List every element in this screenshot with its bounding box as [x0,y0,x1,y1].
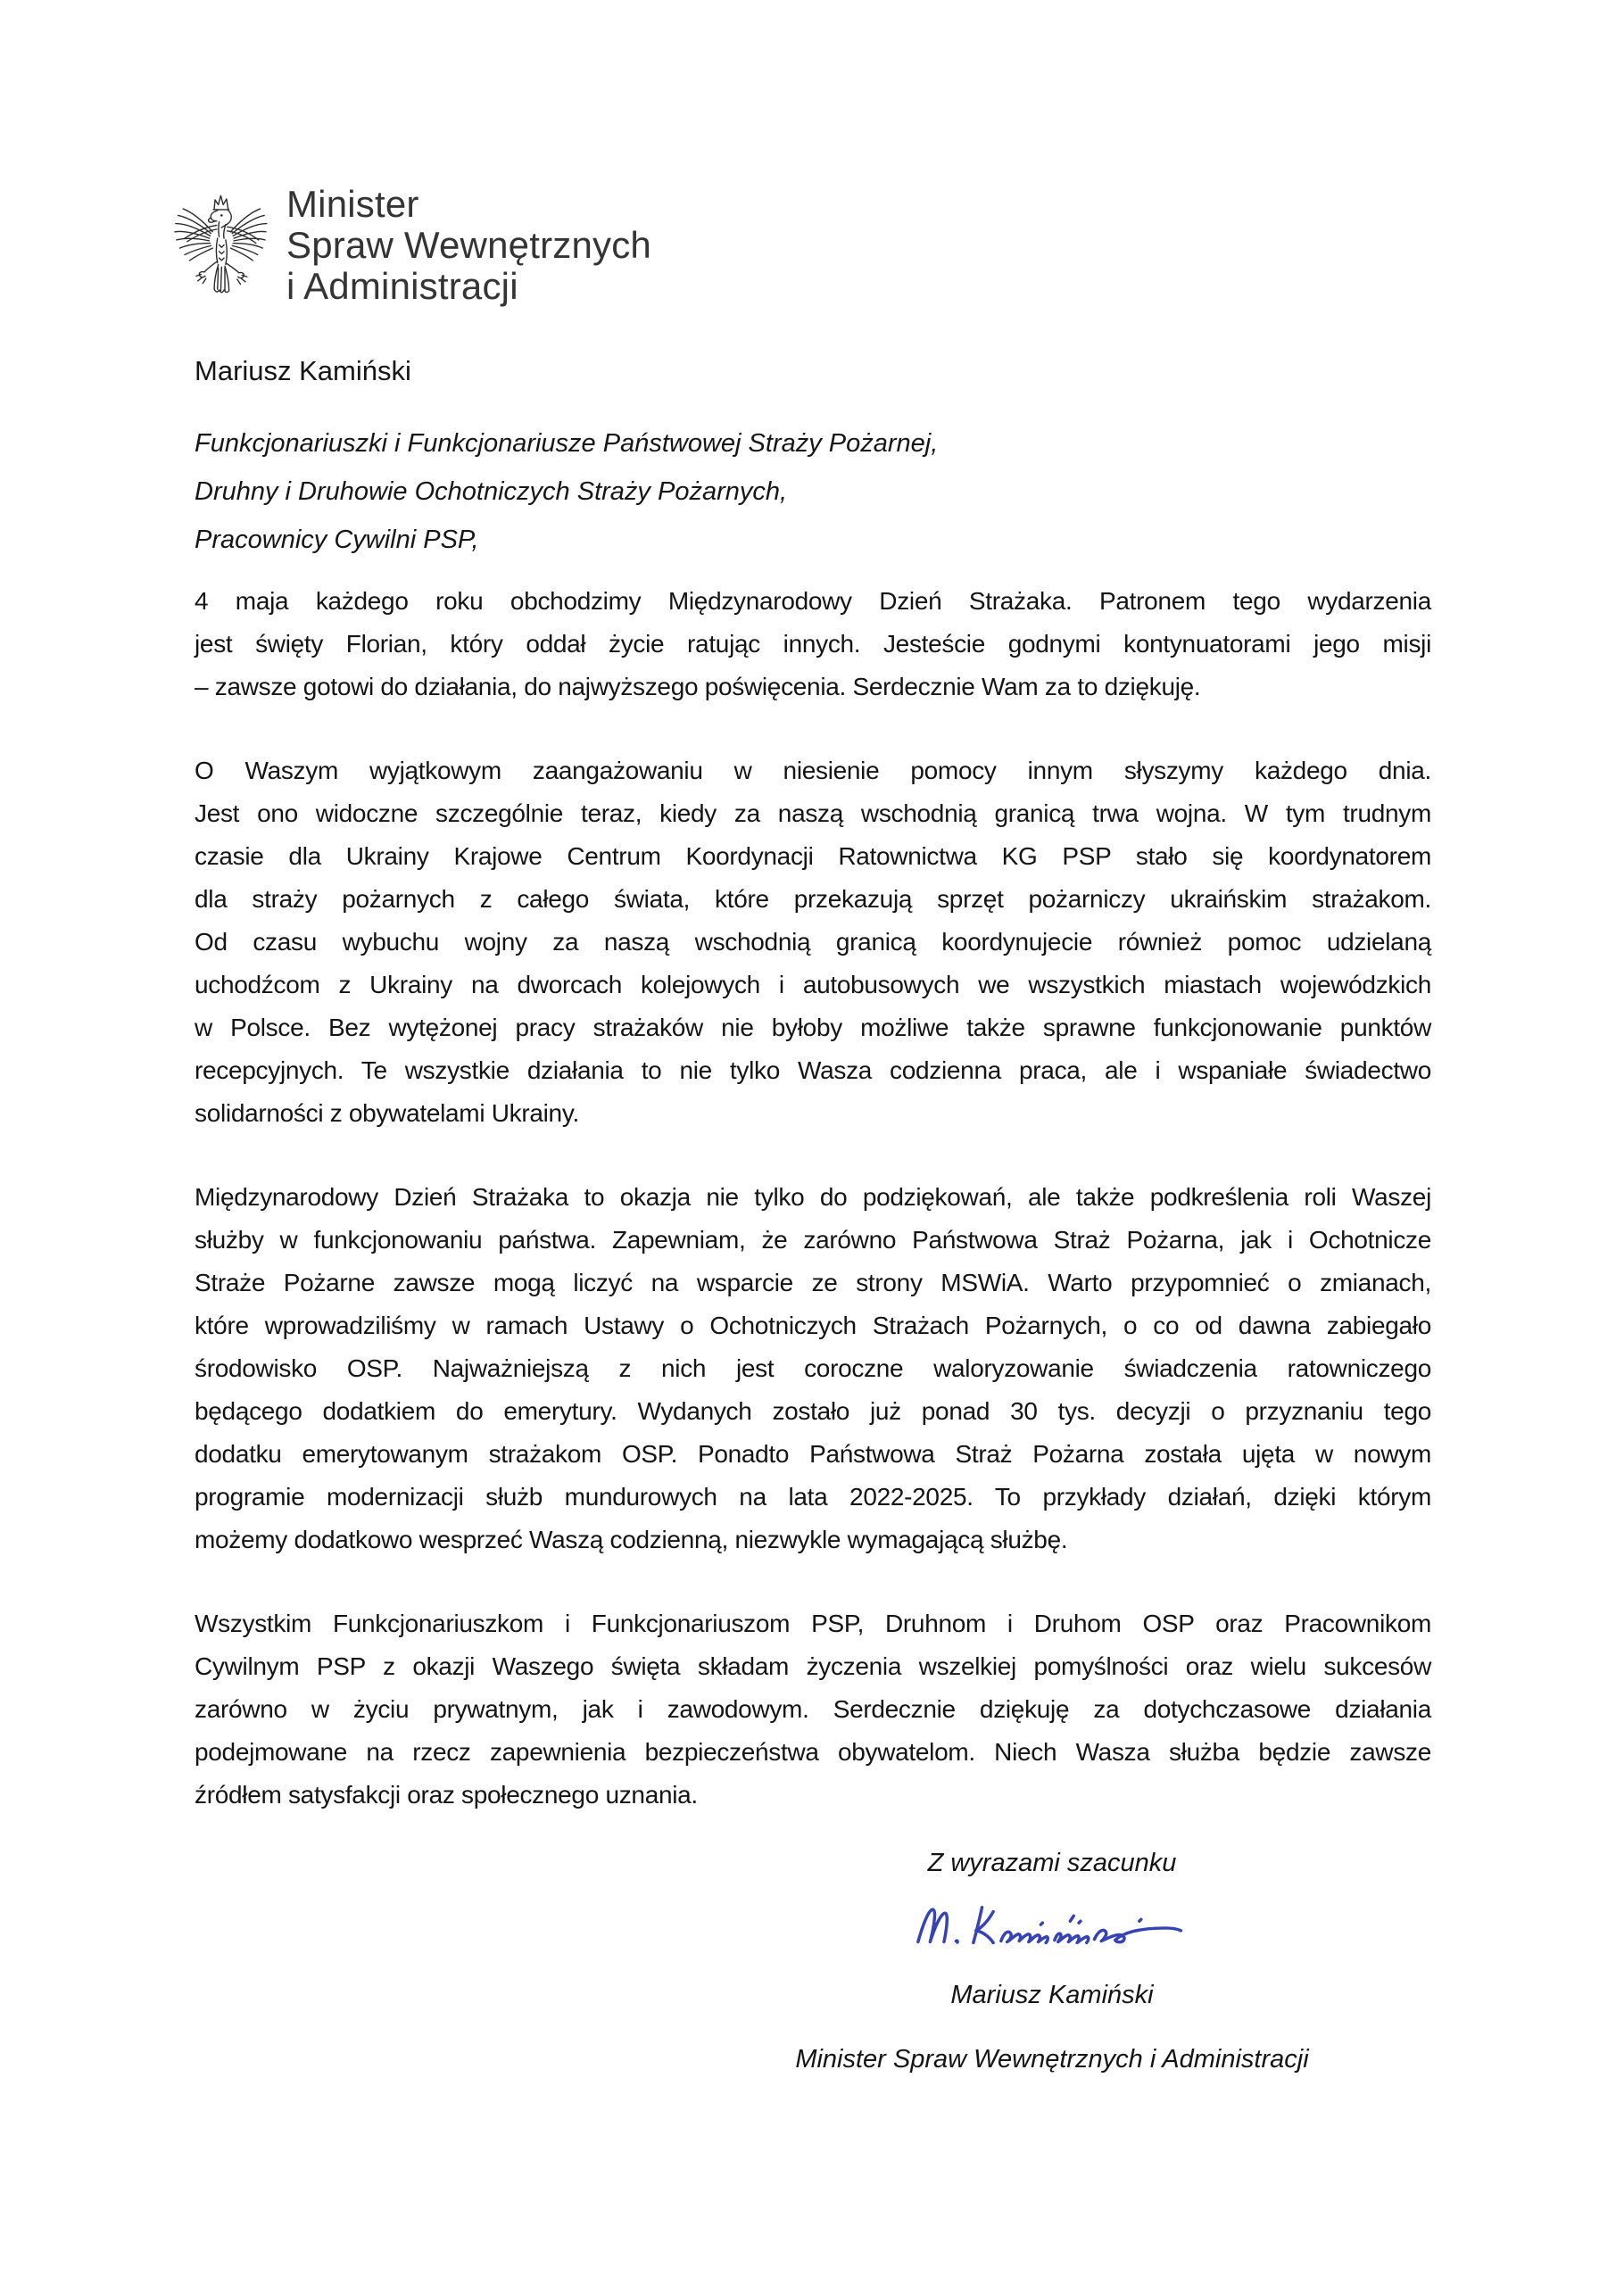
paragraph-line: dodatku emerytowanym strażakom OSP. Ponadto Państwowa Straż Pożarna została ujęta w nowym [195,1440,1431,1468]
paragraph-line: czasie dla Ukrainy Krajowe Centrum Koordynacji Ratownictwa KG PSP stało się koordynatorem [195,842,1431,870]
salutation-line: Pracownicy Cywilni PSP, [195,526,479,554]
signer-title: Minister Spraw Wewnętrznych i Administracji [795,2045,1309,2074]
signer-name: Mariusz Kamiński [950,1981,1154,2009]
paragraph-line: zarówno w życiu prywatnym, jak i zawodowym. Serdecznie dziękuję za dotychczasowe działania [195,1695,1431,1723]
paragraph-line: możemy dodatkowo wesprzeć Waszą codzienną, niezwykle wymagającą służbę. [195,1526,1068,1553]
paragraph-line: O Waszym wyjątkowym zaangażowaniu w niesienie pomocy innym słyszymy każdego dnia. [195,757,1431,784]
sender-name: Mariusz Kamiński [195,355,411,386]
paragraph-line: Wszystkim Funkcjonariuszkom i Funkcjonariuszom PSP, Druhnom i Druhom OSP oraz Pracownikom [195,1610,1431,1637]
paragraph-line: uchodźcom z Ukrainy na dworcach kolejowych i autobusowych we wszystkich miastach wojewódzkich [195,971,1431,998]
paragraph-line: źródłem satysfakcji oraz społecznego uznania. [195,1781,698,1809]
paragraph-1 [195,580,1431,708]
salutation [195,419,1431,564]
paragraph-line: będącego dodatkiem do emerytury. Wydanych zostało już ponad 30 tys. decyzji o przyznaniu tego [195,1397,1431,1425]
polish-eagle-emblem-icon [171,189,269,300]
paragraph-4 [195,1602,1431,1817]
salutation-line: Funkcjonariuszki i Funkcjonariusze Państwowej Straży Pożarnej, [195,429,939,458]
paragraph-line: programie modernizacji służb mundurowych na lata 2022-2025. To przykłady działań, dzięki którym [195,1483,1431,1511]
paragraph-line: Jest ono widoczne szczególnie teraz, kiedy za naszą wschodnią granicą trwa wojna. W tym trudnym [195,799,1431,827]
paragraph-line: 4 maja każdego roku obchodzimy Międzynarodowy Dzień Strażaka. Patronem tego wydarzenia [195,587,1431,615]
paragraph-line: służby w funkcjonowaniu państwa. Zapewniam, że zarówno Państwowa Straż Pożarna, jak i Ochotnicze [195,1226,1431,1254]
ministry-name [286,184,651,307]
paragraph-line: Międzynarodowy Dzień Strażaka to okazja nie tylko do podziękowań, ale także podkreślenia roli Waszej [195,1183,1431,1211]
paragraph-line: solidarności z obywatelami Ukrainy. [195,1099,579,1127]
paragraph-line: Straże Pożarne zawsze mogą liczyć na wsparcie ze strony MSWiA. Warto przypomnieć o zmianach, [195,1269,1431,1296]
paragraph-line: dla straży pożarnych z całego świata, które przekazują sprzęt pożarniczy ukraińskim strażakom. [195,885,1431,913]
handwritten-signature [909,1899,1195,1954]
paragraph-line: Cywilnym PSP z okazji Waszego święta składam życzenia wszelkiej pomyślności oraz wielu sukcesów [195,1652,1431,1680]
letterhead [171,183,1431,314]
paragraph-2 [195,749,1431,1135]
ministry-name-line-1: Minister [286,183,419,225]
paragraph-line: w Polsce. Bez wytężonej pracy strażaków nie byłoby możliwe także sprawne funkcjonowanie punktów [195,1014,1431,1041]
closing-block [195,1843,1431,2079]
valediction: Z wyrazami szacunku [927,1849,1177,1877]
salutation-line: Druhny i Druhowie Ochotniczych Straży Pożarnych, [195,477,788,506]
paragraph-3 [195,1176,1431,1561]
paragraph-line: – zawsze gotowi do działania, do najwyższego poświęcenia. Serdecznie Wam za to dziękuję. [195,673,1201,700]
paragraph-line: środowisko OSP. Najważniejszą z nich jest coroczne waloryzowanie świadczenia ratowniczego [195,1354,1431,1382]
ministry-name-line-3: i Administracji [286,265,518,307]
ministry-name-line-2: Spraw Wewnętrznych [286,224,651,266]
paragraph-line: recepcyjnych. Te wszystkie działania to nie tylko Wasza codzienna praca, ale i wspaniałe świadectwo [195,1056,1431,1084]
paragraph-line: jest święty Florian, który oddał życie ratując innych. Jesteście godnymi kontynuatorami jego misji [195,630,1431,658]
paragraph-line: które wprowadziliśmy w ramach Ustawy o Ochotniczych Strażach Pożarnych, o co od dawna zabiegało [195,1312,1431,1339]
paragraph-line: Od czasu wybuchu wojny za naszą wschodnią granicą koordynujecie również pomoc udzielaną [195,928,1431,956]
paragraph-line: podejmowane na rzecz zapewnienia bezpieczeństwa obywatelom. Niech Wasza służba będzie zawsze [195,1738,1431,1766]
